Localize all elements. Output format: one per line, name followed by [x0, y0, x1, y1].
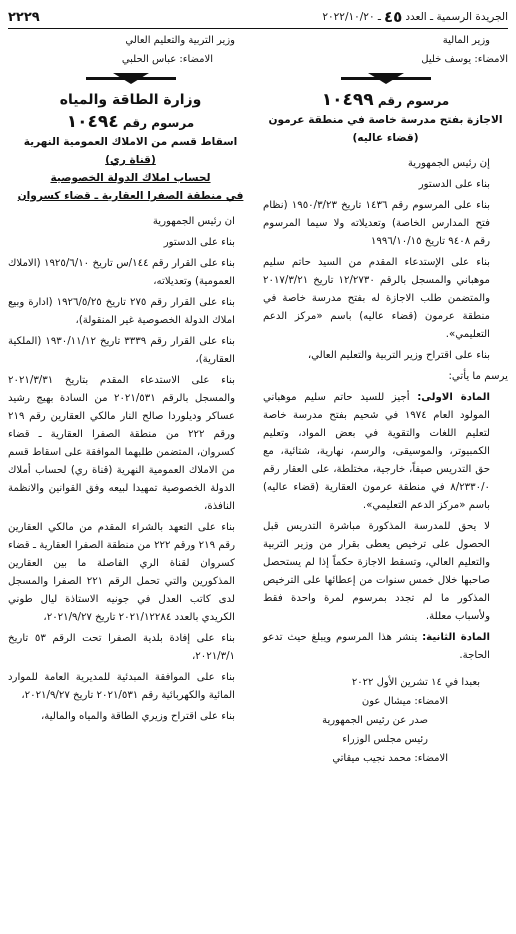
decree-title: اسقاط قسم من الاملاك العمومية النهرية [23, 136, 238, 148]
signature-block [263, 673, 508, 768]
decree-label: مرسوم رقم [122, 116, 195, 130]
preamble-request: بناء على الاستدعاء المقدم بتاريخ ٢٠٢١/٣/٣١ والمسجل بالرقم ٢٠٢١/٥٣١ من السادة بهيج رشيد عساكر وديلوردا صالح النار مالكي العقارين رقم ٢١٩ ورقم ٢٢٢ من منطقة الصفرا العقارية ـ قضاء كسروان، المتضمن طلبهما الموافقة على اسقاط قسم من الاملاك العمومية النهرية (قناة ري) لحساب أملاك الدولة الخصوصية تمهيدا لبيعه وفق القوانين والانظمة النافذة، [8, 375, 235, 512]
decrees-following: يرسم ما يأتي: [448, 371, 508, 382]
page-number: ٢٢٢٩ [8, 9, 40, 25]
article-one [263, 389, 508, 515]
preamble-purchase-pledge: بناء على التعهد بالشراء المقدم من مالكي العقارين رقم ٢١٩ ورقم ٢٢٢ من منطقة الصفرا العقارية ـ قضاء كسروان لقناة الري الفاصلة ما بين العقارين المذكورين والتي تحمل الرقم ٢٢١ الصفرا والمسجل لدى كاتب العدل في جونيه الاستاذة ليال طوني الكريدي بالعدد ٢٠٢١/١٢٢٨٤ تاريخ ٢٠٢١/٩/٢٧، [8, 522, 236, 623]
preamble-decree: بناء على المرسوم رقم ١٤٣٦ تاريخ ١٩٥٠/٣/٢٣ (نظام فتح المدارس الخاصة) وتعديلاته ولا سيما المرسوم رقم ٩٤٠٨ تاريخ ١٩٩٦/١٠/١٥ [263, 200, 490, 247]
article-one-label: المادة الاولى: [417, 392, 490, 403]
decree-heading [263, 90, 508, 111]
decree-number: ١٠٤٩٤ [66, 112, 119, 132]
issue-number: ٤٥ [384, 8, 403, 26]
section-divider [8, 71, 253, 85]
two-column-body [8, 33, 508, 768]
decree-title-state: لحساب املاك الدولة الخصوصية [50, 172, 211, 184]
decree-number: ١٠٤٩٩ [321, 90, 374, 110]
education-minister-title: وزير التربية والتعليم العالي [125, 35, 235, 46]
preamble-intro: ان رئيس الجمهورية [152, 216, 235, 227]
preamble-proposal: بناء على اقتراح وزيري الطاقة والمياه والمالية، [40, 711, 235, 722]
preamble-constitution: بناء على الدستور [418, 179, 490, 190]
ministry-heading: وزارة الطاقة والمياه [59, 92, 202, 108]
preamble-approval: بناء على الموافقة المبدئية للمديرية العامة للموارد المائية والكهربائية رقم ٢٠٢١/٥٣١ تاريخ ٢٠٢١/٩/٢٧، [8, 672, 235, 701]
page-header [8, 6, 508, 29]
education-minister-signature: الامضاء: عباس الحلبي [121, 54, 213, 65]
decree-title-canal: (قناة ري) [105, 154, 156, 166]
issue-date: ـ ٢٠٢٢/١٠/٢٠ [322, 11, 382, 23]
preamble-private-property: بناء على القرار رقم ٢٧٥ تاريخ ١٩٢٦/٥/٢٥ (ادارة وبيع املاك الدولة الخصوصية غير المنقولة)، [8, 297, 235, 326]
decree-heading [8, 112, 253, 133]
preamble-public-property: بناء على القرار رقم ١٤٤/س تاريخ ١٩٢٥/٦/١٠ (الاملاك العمومية) وتعديلاته، [8, 258, 235, 287]
gazette-issue-info [322, 8, 508, 26]
preamble-land-ownership: بناء على القرار رقم ٣٣٣٩ تاريخ ١٩٣٠/١١/١٢ (الملكية العقارية)، [8, 336, 236, 365]
decree-title-region: في منطقة الصفرا العقارية ـ قضاء كسروان [17, 190, 244, 202]
article-two-text: ينشر هذا المرسوم ويبلغ حيث تدعو الحاجة. [263, 632, 490, 661]
article-one-text: أجيز للسيد حاتم سليم موهباني المولود العام ١٩٧٤ في شحيم بفتح مدرسة خاصة لتعليم اللغات والتقوية في بعض المواد، وتعليم الكمبيوتر، والموسيقى، والرسم، نهارية، شتائية، مع حق التدريس صيفاً، خارجية، مختلطة، على العقار رقم ٨/٢٣٣٠/٠ في منطقة عرمون العقارية (قضاء عاليه) باسم «مركز الدعم التعليمي». [263, 392, 490, 511]
decree-title: الاجازة بفتح مدرسة خاصة في منطقة عرمون [268, 114, 503, 126]
section-divider [263, 71, 508, 85]
preamble-proposal: بناء على اقتراح وزير التربية والتعليم العالي، [307, 350, 490, 361]
preamble-intro: إن رئيس الجمهورية [407, 158, 490, 169]
issued-by: صدر عن رئيس الجمهورية [322, 715, 428, 726]
left-column [8, 33, 253, 768]
article-two-label: المادة الثانية: [422, 632, 490, 643]
finance-minister-title: وزير المالية [442, 35, 490, 46]
article-two [263, 629, 508, 665]
article-one-condition: لا يحق للمدرسة المذكورة مباشرة التدريس قبل الحصول على ترخيص يعطى بقرار من وزير التربية والتعليم العالي، وتسقط الاجازة حكماً إذا لم يستحصل صاحبها خلال خمس سنوات من إعطائها على الترخيص المذكور ما لم تجدد بمرسوم لمرة واحدة فقط ولأسباب معللة. [263, 521, 490, 622]
finance-minister-signature: الامضاء: يوسف خليل [421, 54, 508, 65]
right-column [263, 33, 508, 768]
gazette-name: الجريدة الرسمية ـ العدد [405, 11, 508, 23]
preamble-constitution: بناء على الدستور [163, 237, 235, 248]
prime-minister-signature: الامضاء: محمد نجيب ميقاتي [332, 753, 448, 764]
preamble-request: بناء على الإستدعاء المقدم من السيد حاتم سليم موهباني والمسجل بالرقم ١٢/٢٧٣٠ تاريخ ٢٠١٧/٣/٢١ والمتضمن طلب الاجازة له بفتح مدرسة خاصة في منطقة عرمون (قضاء عاليه) باسم «مركز الدعم التعليمي». [263, 257, 490, 340]
preamble-municipality: بناء على إفادة بلدية الصفرا تحت الرقم ٥٣ تاريخ ٢٠٢١/٣/١، [8, 633, 235, 662]
decree-label: مرسوم رقم [377, 94, 450, 108]
decree-subtitle: (قضاء عاليه) [352, 132, 419, 144]
signing-date: بعبدا في ١٤ تشرين الأول ٢٠٢٢ [351, 677, 480, 688]
prime-minister-title: رئيس مجلس الوزراء [342, 734, 428, 745]
president-signature: الامضاء: ميشال عون [361, 696, 448, 707]
